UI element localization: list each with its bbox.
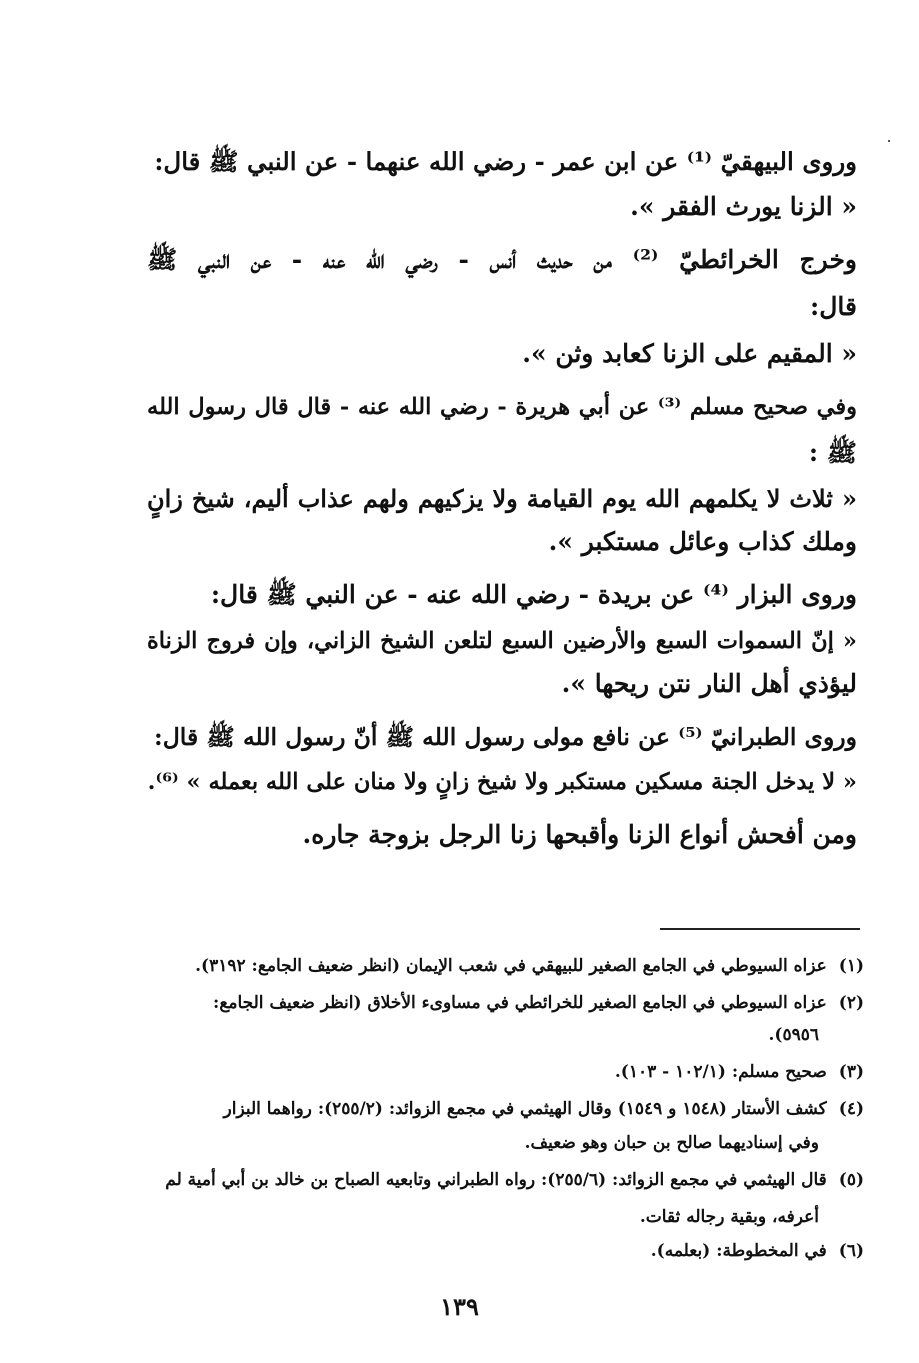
footnote-number: (٦) [838,1241,864,1261]
body-line-10: وروى البزار ⁽⁴⁾ عن بريدة - رضي الله عنه - عن النبي ﷺ قال: [210,580,857,609]
body-line-9: وملك كذاب وعائل مستكبر ». [548,527,857,556]
footnote-2 [54,990,864,1016]
body-line-1: وروى البيهقيّ ⁽¹⁾ عن ابن عمر - رضي الله عنهما - عن النبي ﷺ قال: [154,147,857,176]
body-line-5: « المقيم على الزنا كعابد وثن ». [522,339,857,368]
page-number: ١٣٩ [440,1292,479,1321]
body-line-8: « ثلاث لا يكلمهم الله يوم القيامة ولا يزكيهم ولهم عذاب أليم، شيخ زانٍ [147,484,857,513]
body-line-3: وخرج الخرائطيّ ⁽²⁾ من حديث أنس - رضي الله عنه - عن النبي ﷺ [147,245,857,274]
body-line-12: ليؤذي أهل النار نتن ريحها ». [561,669,857,698]
footnote-number: (٢) [838,993,864,1013]
footnote-3 [54,1059,864,1085]
footnote-text: كشف الأستار (١٥٤٨ و ١٥٤٩) وقال الهيثمي في مجمع الزوائد: (٢٥٥/٢): رواهما البزار [223,1099,827,1119]
footnote-5-continuation: أعرفه، وبقية رجاله ثقات. [639,1207,819,1227]
body-line-15: ومن أفحش أنواع الزنا وأقبحها زنا الرجل بزوجة جاره. [302,820,857,849]
footnote-divider [660,928,860,930]
footnote-number: (٣) [838,1062,864,1082]
footnote-2-continuation: ٥٩٥٦). [768,1025,819,1045]
footnote-number: (٥) [838,1170,864,1190]
scan-speck [888,140,890,142]
footnote-text: عزاه السيوطي في الجامع الصغير للبيهقي في شعب الإيمان (انظر ضعيف الجامع: ٣١٩٢). [195,956,827,976]
footnote-text: في المخطوطة: (بعلمه). [650,1241,827,1261]
footnote-text: صحيح مسلم: (١٠٢/١ - ١٠٣). [614,1062,827,1082]
body-line-13: وروى الطبرانيّ ⁽⁵⁾ عن نافع مولى رسول الله ﷺ أنّ رسول الله ﷺ قال: [154,723,857,751]
footnote-text: قال الهيثمي في مجمع الزوائد: (٢٥٥/٦): رواه الطبراني وتابعيه الصباح بن خالد بن أبي أمية لم [165,1170,827,1190]
footnote-4 [54,1096,864,1122]
footnote-text: عزاه السيوطي في الجامع الصغير للخرائطي في مساوىء الأخلاق (انظر ضعيف الجامع: [213,993,827,1013]
footnote-1 [54,953,864,979]
body-line-7: ﷺ : [808,438,857,467]
body-line-11: « إنّ السموات السبع والأرضين السبع لتلعن الشيخ الزاني، وإن فروج الزناة [147,628,857,654]
footnote-number: (٤) [838,1099,864,1119]
body-line-14: « لا يدخل الجنة مسكين مستكبر ولا شيخ زانٍ ولا منان على الله بعمله » ⁽⁶⁾. [147,769,857,795]
body-line-2: « الزنا يورث الفقر ». [630,192,857,221]
body-line-4: قال: [810,292,857,321]
footnote-number: (١) [838,956,864,976]
footnote-4-continuation: وفي إسناديهما صالح بن حبان وهو ضعيف. [524,1133,819,1153]
body-line-6: وفي صحيح مسلم ⁽³⁾ عن أبي هريرة - رضي الله عنه - قال قال رسول الله [147,394,857,420]
footnote-6 [54,1238,864,1264]
footnote-5 [54,1167,864,1193]
